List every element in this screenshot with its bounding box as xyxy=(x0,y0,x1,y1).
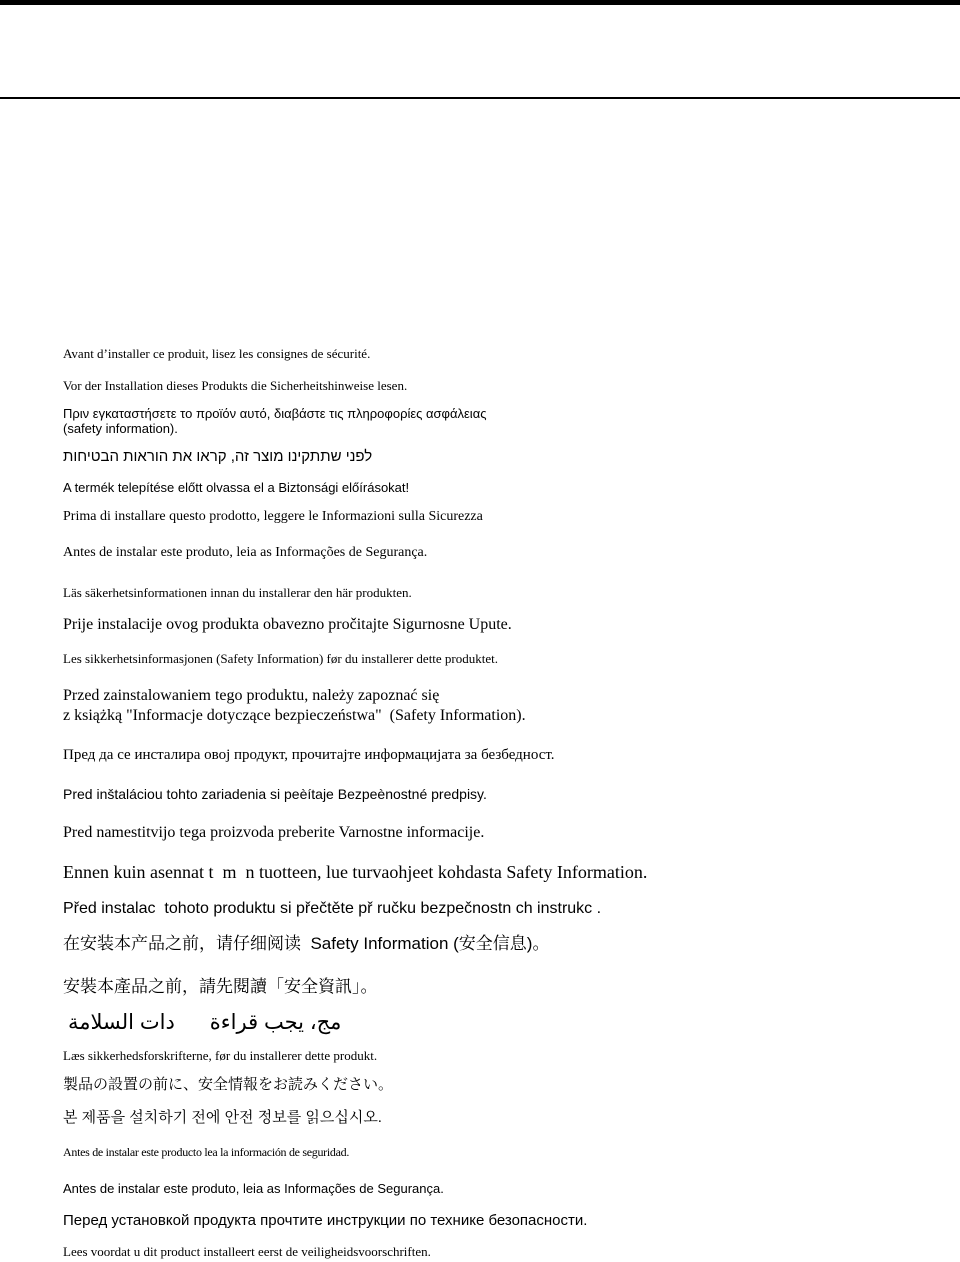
notice-japanese: 製品の設置の前に、安全情報をお読みください。 xyxy=(63,1076,394,1093)
notice-hungarian: A termék telepítése előtt olvassa el a Biztonsági előírásokat! xyxy=(63,480,410,495)
notice-polish-line1: Przed zainstalowaniem tego produktu, należy zapoznać się xyxy=(63,687,440,704)
notice-chinese-traditional: 安裝本產品之前，請先閱讀「安全資訊」。 xyxy=(63,977,378,996)
notice-hebrew: לפני שתתקינו מוצר זה, קראו את הוראות הבטיחות xyxy=(63,448,373,465)
notice-slovenian: Pred namestitvijo tega proizvoda preberite Varnostne informacije. xyxy=(63,824,485,841)
notice-polish-line2: z książką "Informacje dotyczące bezpieczeństwa" (Safety Information). xyxy=(63,707,526,724)
notice-korean: 본 제품을 설치하기 전에 안전 정보를 읽으십시오. xyxy=(63,1109,382,1126)
notice-portuguese-br: Antes de instalar este produto, leia as Informações de Segurança. xyxy=(63,545,428,560)
notice-slovak: Pred inštaláciou tohto zariadenia si peèítaje Bezpeènostné predpisy. xyxy=(63,786,487,802)
notice-portuguese: Antes de instalar este produto, leia as Informações de Segurança. xyxy=(63,1181,444,1196)
notice-greek-line2: (safety information). xyxy=(63,421,178,436)
notice-french: Avant d’installer ce produit, lisez les consignes de sécurité. xyxy=(63,346,371,361)
notice-chinese-simplified: 在安装本产品之前，请仔细阅读 Safety Information (安全信息)。 xyxy=(63,934,550,953)
notice-arabic: مج، يجب قراءة دات السلامة xyxy=(68,1011,342,1034)
notice-czech: Před instalac tohoto produktu si přečtěte př ručku bezpečnostn ch instrukc . xyxy=(63,900,602,917)
notice-macedonian: Пред да се инсталира овој продукт, прочитајте информацијата за безбедност. xyxy=(63,747,555,763)
notice-norwegian: Les sikkerhetsinformasjonen (Safety Information) før du installerer dette produktet. xyxy=(63,651,499,666)
notice-russian: Перед установкой продукта прочтите инструкции по технике безопасности. xyxy=(63,1212,588,1229)
notice-italian: Prima di installare questo prodotto, leggere le Informazioni sulla Sicurezza xyxy=(63,509,483,524)
top-rule xyxy=(0,0,960,5)
header-rule xyxy=(0,97,960,99)
notice-spanish: Antes de instalar este producto lea la información de seguridad. xyxy=(63,1145,350,1159)
notice-finnish: Ennen kuin asennat t m n tuotteen, lue turvaohjeet kohdasta Safety Information. xyxy=(63,862,648,882)
notice-german: Vor der Installation dieses Produkts die Sicherheitshinweise lesen. xyxy=(63,378,408,393)
notice-greek-line1: Πριν εγκαταστήσετε το προϊόν αυτό, διαβάστε τις πληροφορίες ασφάλειας xyxy=(63,406,487,421)
notice-croatian: Prije instalacije ovog produkta obavezno pročitajte Sigurnosne Upute. xyxy=(63,616,512,633)
notice-dutch: Lees voordat u dit product installeert eerst de veiligheidsvoorschriften. xyxy=(63,1244,431,1259)
notice-swedish: Läs säkerhetsinformationen innan du installerar den här produkten. xyxy=(63,585,412,600)
notice-danish: Læs sikkerhedsforskrifterne, før du installerer dette produkt. xyxy=(63,1048,378,1063)
